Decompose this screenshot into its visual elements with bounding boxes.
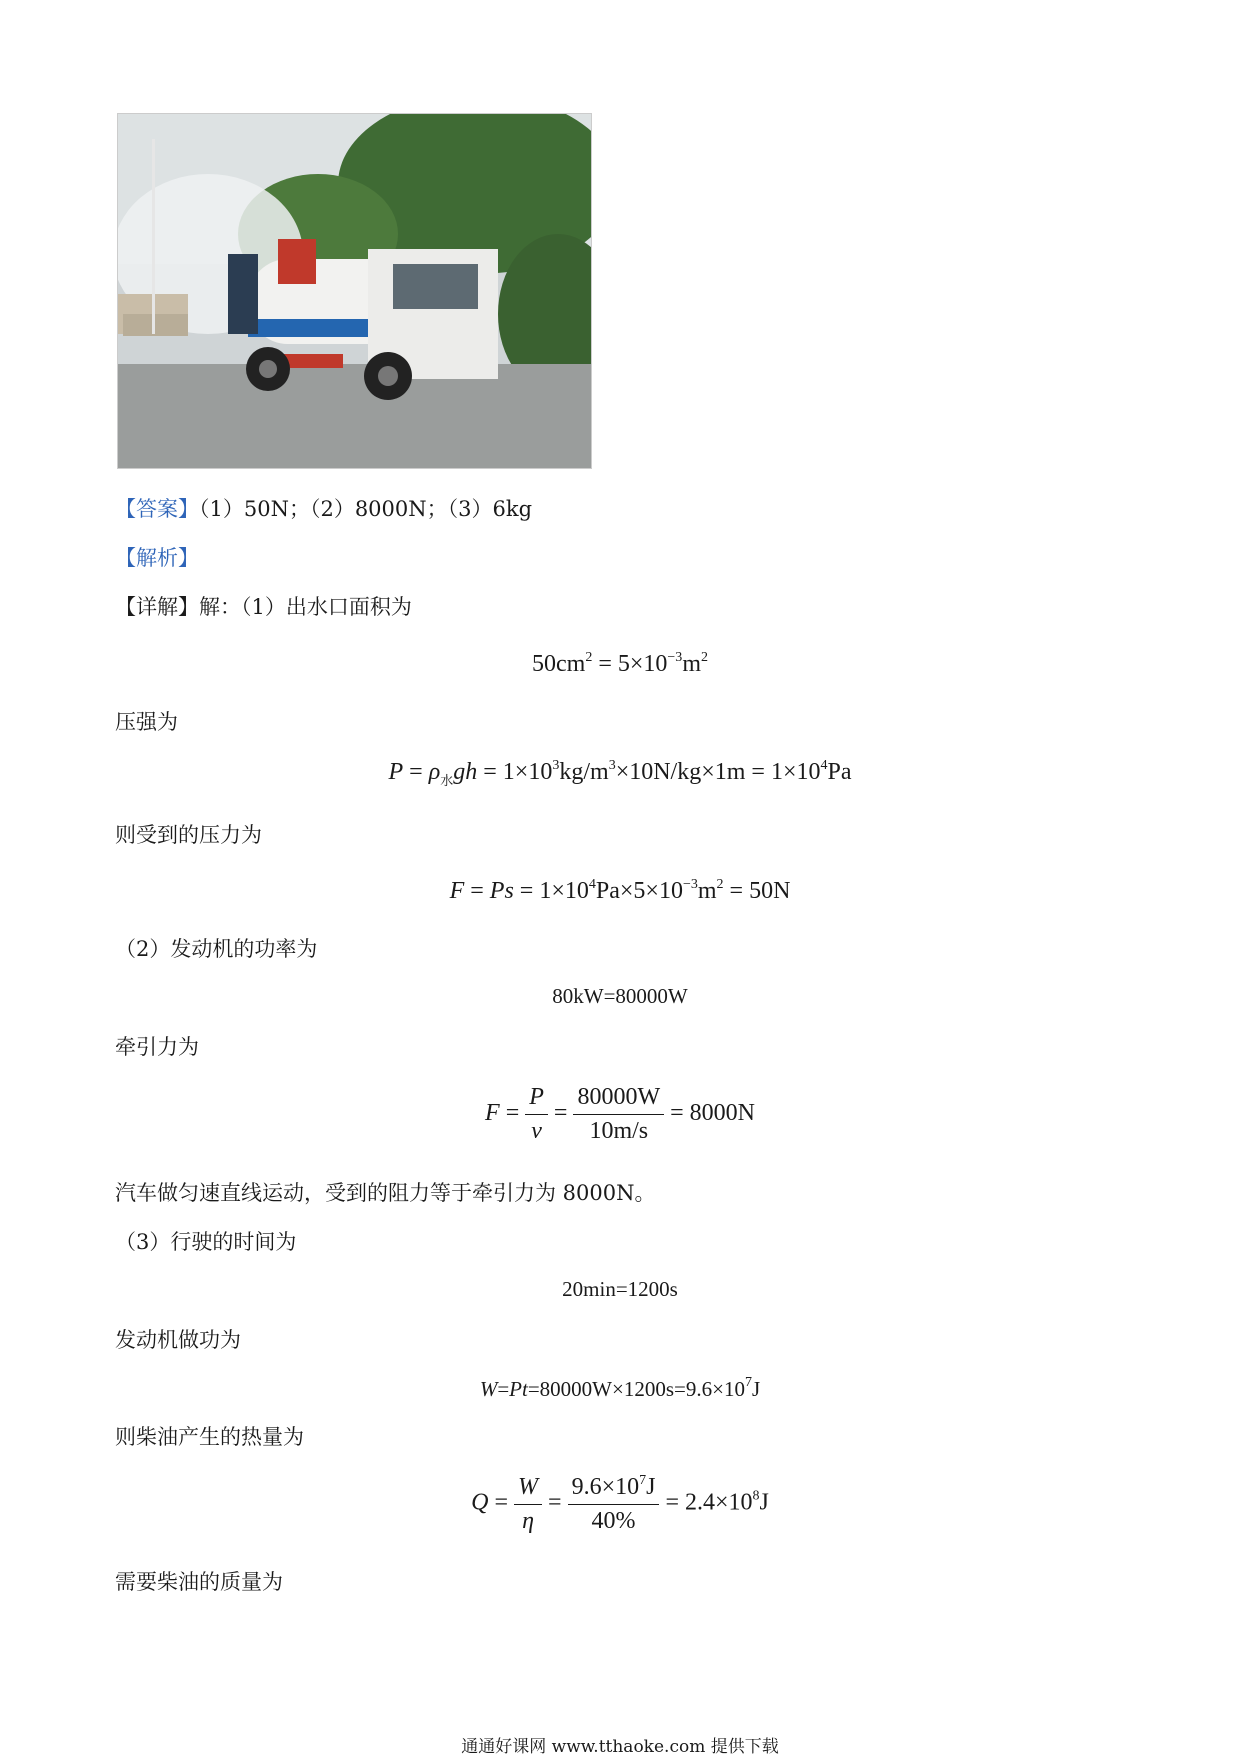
equation-time: 20min=1200s — [562, 1277, 678, 1301]
eq8-end: = 2.4×10 — [665, 1489, 753, 1516]
eq8-den1: η — [522, 1507, 534, 1534]
eq5-num2: 80000W — [573, 1084, 664, 1115]
eq2-sub: 水 — [440, 773, 454, 788]
eq3-pa: Pa×5×10 — [595, 878, 683, 904]
eq1-exp: −3 — [667, 650, 683, 665]
equation-pressure: $P = \rho_水gh = 1\times 10^3kg/m^3\times 10N/kg\times 1m = 1\times 10^4Pa$ — [388, 758, 852, 788]
eq7-text: =80000W×1200s=9.6×10 — [527, 1377, 745, 1401]
resistance-text: 汽车做匀速直线运动，受到的阻力等于牵引力为 8000N。 — [115, 1181, 656, 1205]
eq3-exp: −3 — [682, 877, 698, 892]
equation-force: $F = Ps = 1\times 10^4Pa\times 5\times 10^{-3}m^2 = 50N$ — [449, 877, 791, 904]
answer-line — [115, 495, 532, 523]
eq1-lhs: 50cm — [532, 651, 586, 677]
analysis-line — [115, 544, 199, 572]
time-label: （3）行驶的时间为 — [115, 1230, 297, 1254]
detail-tag: 【详解】 — [115, 595, 199, 619]
heat-label: 则柴油产生的热量为 — [115, 1425, 304, 1449]
power-label: （2）发动机的功率为 — [115, 937, 318, 961]
eq5-den2: 10m/s — [589, 1118, 649, 1144]
truck-photo — [117, 113, 592, 469]
eq8-unit: J — [759, 1489, 769, 1516]
eq2-pa: Pa — [827, 759, 852, 785]
eq5-den1: v — [531, 1118, 542, 1144]
pressure-label: 压强为 — [115, 710, 178, 734]
eq1-mid: = 5×10 — [592, 651, 668, 677]
eq8-num2a: 9.6×10 — [571, 1474, 640, 1500]
answer-text: （1）50N；（2）8000N；（3）6kg — [199, 497, 533, 521]
eq8-den2: 40% — [591, 1508, 636, 1534]
eq3-m: m — [697, 878, 717, 904]
eq5-num1: P — [525, 1084, 548, 1115]
eq8-num1: W — [514, 1474, 542, 1505]
equation-area: $50cm^2 = 5\times 10^{-3}m^2$ — [532, 650, 708, 677]
force-label: 则受到的压力为 — [115, 823, 262, 847]
detail-text: 解：（1）出水口面积为 — [199, 595, 412, 619]
equation-power: 80kW=80000W — [552, 984, 688, 1008]
answer-tag: 【答案】 — [115, 497, 199, 521]
detail-line — [115, 593, 412, 621]
equation-traction: F = $\frac{P}{v}$ = $\frac{80000W}{10m/s}$ = 8000N — [485, 1084, 755, 1144]
eq3-a: = 1×10 — [513, 878, 589, 904]
eq7-unit: J — [751, 1377, 761, 1401]
eq3-end: = 50N — [723, 878, 791, 904]
mass-label: 需要柴油的质量为 — [115, 1570, 283, 1594]
eq1-unit: m — [682, 651, 701, 677]
eq8-num2b: J — [646, 1474, 656, 1500]
equation-heat: Q = $\frac{W}{\eta}$ = $\frac{9.6\times 10^7J}{40\%}$ = $2.4\times 10^8J$ — [471, 1473, 769, 1534]
eq2-rest: ×10N/kg×1m = 1×10 — [615, 759, 821, 785]
eq5-end: = 8000N — [670, 1100, 755, 1127]
footer: 通通好课网 www.tthaoke.com 提供下载 — [461, 1737, 779, 1757]
eq2-unit: kg/m — [559, 759, 609, 785]
analysis-tag: 【解析】 — [115, 546, 199, 570]
work-label: 发动机做功为 — [115, 1328, 241, 1352]
eq2-a: 1×10 — [502, 759, 553, 785]
traction-label: 牵引力为 — [115, 1035, 199, 1059]
equation-work: $W=Pt=80000W\times 1200s=9.6\times 10^7J$ — [479, 1375, 761, 1401]
